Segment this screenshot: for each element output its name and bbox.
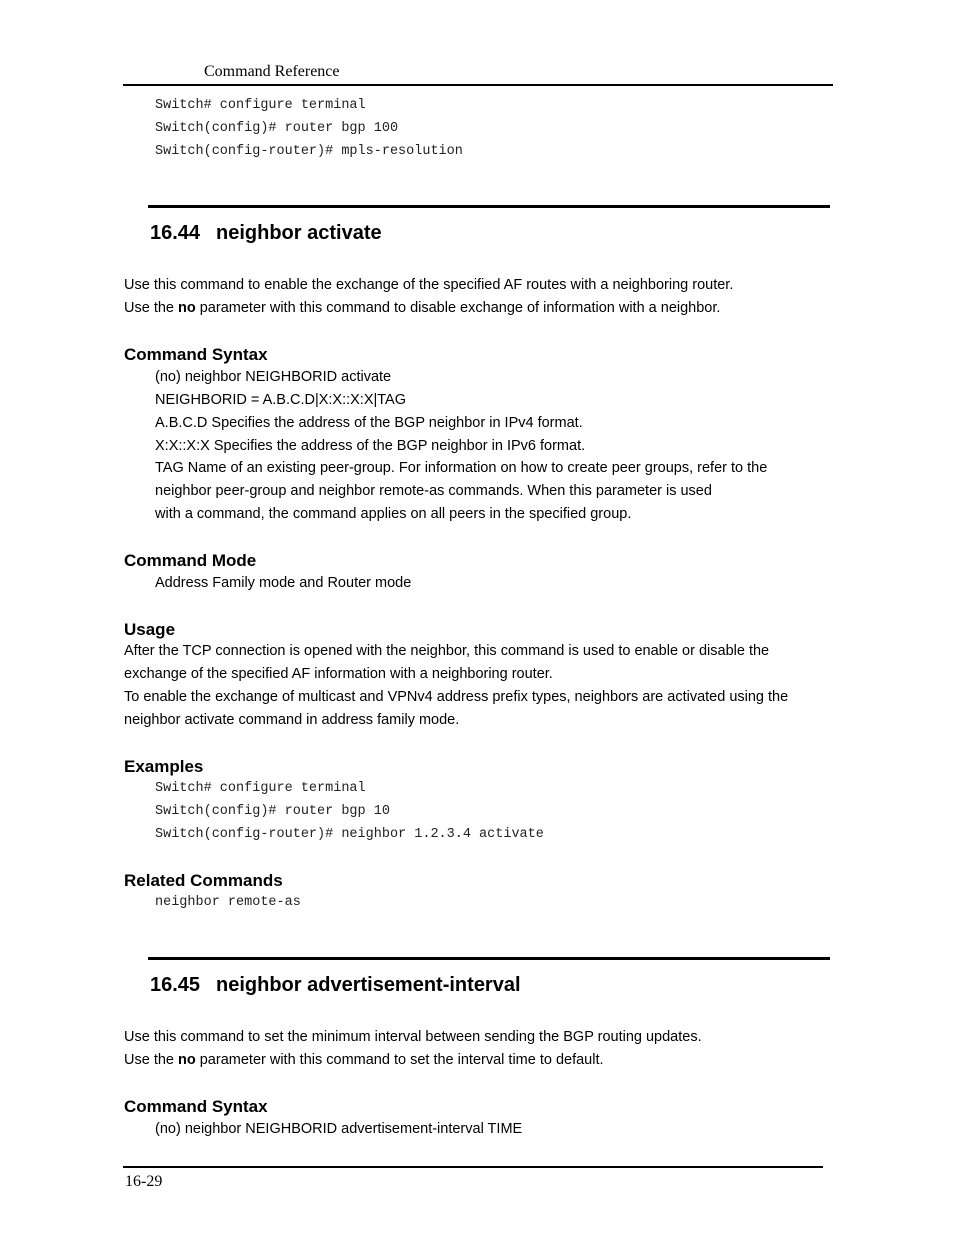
running-header: Command Reference <box>204 63 340 80</box>
syntax-line: (no) neighbor NEIGHBORID advertisement-interval TIME <box>155 1121 523 1137</box>
subheading-examples: Examples <box>124 757 204 776</box>
mode-text: Address Family mode and Router mode <box>155 575 412 591</box>
section-number: 16.44 <box>150 222 201 244</box>
header-rule <box>123 84 833 86</box>
usage-line: After the TCP connection is opened with the neighbor, this command is used to enable or disable the <box>124 643 770 659</box>
syntax-line: (no) neighbor NEIGHBORID activate <box>155 369 392 385</box>
section-title-text: neighbor advertisement-interval <box>216 974 521 996</box>
description-line: Use this command to enable the exchange of the specified AF routes with a neighboring router. <box>124 277 734 293</box>
no-keyword: no <box>178 300 196 316</box>
code-line: Switch# configure terminal <box>155 781 366 796</box>
usage-line: exchange of the specified AF information with a neighboring router. <box>124 666 553 682</box>
code-line: Switch(config-router)# neighbor 1.2.3.4 activate <box>155 827 544 842</box>
syntax-line: A.B.C.D Specifies the address of the BGP neighbor in IPv4 format. <box>155 415 583 431</box>
usage-line: To enable the exchange of multicast and VPNv4 address prefix types, neighbors are activated using the <box>124 689 789 705</box>
code-line: Switch(config-router)# mpls-resolution <box>155 144 463 159</box>
subheading-related-commands: Related Commands <box>124 871 283 890</box>
subheading-command-syntax: Command Syntax <box>124 345 268 364</box>
section-number: 16.45 <box>150 974 201 996</box>
description-line: Use this command to set the minimum interval between sending the BGP routing updates. <box>124 1029 702 1045</box>
usage-line: neighbor activate command in address family mode. <box>124 712 460 728</box>
subheading-usage: Usage <box>124 620 176 639</box>
section-rule <box>148 957 830 960</box>
section-title-16-44 <box>150 220 382 246</box>
subheading-command-syntax: Command Syntax <box>124 1097 268 1116</box>
footer-rule <box>123 1166 823 1168</box>
section-rule <box>148 205 830 208</box>
syntax-line: X:X::X:X Specifies the address of the BGP neighbor in IPv6 format. <box>155 438 586 454</box>
description-line: Use the no parameter with this command to disable exchange of information with a neighbor. <box>124 300 721 316</box>
section-title-16-45 <box>150 972 521 998</box>
syntax-line: with a command, the command applies on all peers in the specified group. <box>155 506 632 522</box>
syntax-line: NEIGHBORID = A.B.C.D|X:X::X:X|TAG <box>155 392 407 408</box>
related-command: neighbor remote-as <box>155 895 301 910</box>
section-title-text: neighbor activate <box>216 222 382 244</box>
code-line: Switch# configure terminal <box>155 98 366 113</box>
code-line: Switch(config)# router bgp 100 <box>155 121 399 136</box>
syntax-line: neighbor peer-group and neighbor remote-as commands. When this parameter is used <box>155 483 712 499</box>
description-line: Use the no parameter with this command to set the interval time to default. <box>124 1052 604 1068</box>
code-line: Switch(config)# router bgp 10 <box>155 804 390 819</box>
subheading-command-mode: Command Mode <box>124 551 257 570</box>
page-number: 16-29 <box>125 1173 163 1190</box>
no-keyword: no <box>178 1052 196 1068</box>
syntax-line: TAG Name of an existing peer-group. For information on how to create peer groups, refer to the <box>155 460 768 476</box>
